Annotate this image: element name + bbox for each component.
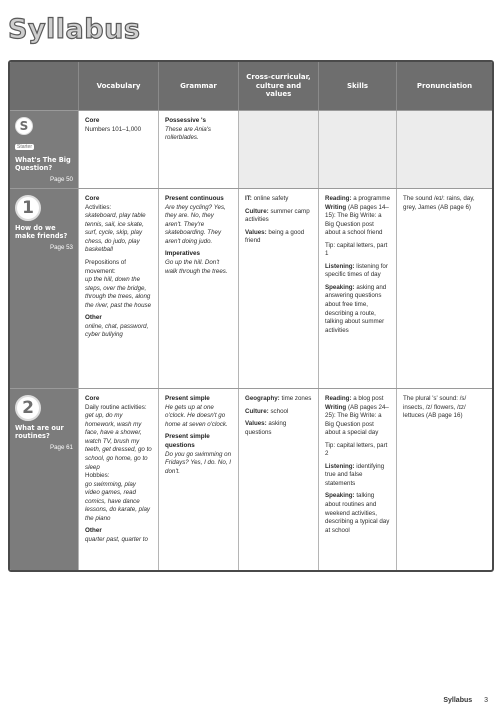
table-row-unit-2: [10, 388, 492, 572]
table-row-starter: [10, 110, 492, 188]
grammar-example: Go up the hill. Don't walk through the trees.: [165, 259, 228, 275]
table-header-row: [10, 62, 492, 110]
skills-item: Writing (AB pages 24–25): The Big Write: a Big Question post about a special day: [325, 403, 389, 437]
vocab-cell: [78, 111, 158, 188]
unit-label-2: [10, 389, 78, 572]
pronunciation-text: The sound /eɪ/: rains, day, grey, James (AB page 6): [403, 195, 475, 211]
vocab-other-label: Other: [85, 527, 102, 535]
unit-question: How do we make friends?: [15, 224, 68, 240]
unit-question: What are our routines?: [15, 424, 64, 440]
cross-curricular-cell: [238, 389, 318, 572]
cross-item: Culture: school: [245, 407, 289, 415]
skills-item: Writing (AB pages 14–15): The Big Write: a Big Question post about a school friend: [325, 203, 389, 237]
cross-item: Geography: time zones: [245, 395, 312, 402]
unit-page: Page 61: [49, 443, 73, 451]
skills-tip: Tip: capital letters, part 1: [325, 241, 388, 258]
skills-cell: [318, 189, 396, 388]
cross-item: IT: online safety: [245, 195, 289, 202]
cross-curricular-cell: [238, 189, 318, 388]
grammar-cell: [158, 111, 238, 188]
grammar-example: These are Ania's rollerblades.: [165, 125, 212, 142]
unit-question: What's The Big Question?: [15, 156, 71, 172]
vocab-core-words: get up, do my homework, wash my face, have a shower, watch TV, brush my teeth, get dressed, go to school, go home, go to sleep: [85, 412, 152, 471]
grammar-label: Present continuous: [165, 195, 224, 202]
cross-cell-empty: [238, 111, 318, 188]
unit-page: Page 53: [49, 243, 73, 251]
skills-cell-empty: [318, 111, 396, 188]
starter-badge: S: [15, 117, 33, 135]
cross-item: Values: being a good friend: [245, 228, 305, 245]
footer-page-number: 3: [484, 697, 488, 704]
unit-page: Page 50: [49, 175, 73, 183]
vocab-prep-words: up the hill, down the steps, over the bridge, through the trees, along the river, past the house: [85, 276, 152, 309]
grammar-example: Are they cycling? Yes, they are. No, they aren't. They're skateboarding. They aren't doing judo.: [165, 203, 226, 245]
vocab-core-heading: Activities:: [85, 203, 112, 211]
page-footer: [443, 697, 488, 704]
grammar-cell: [158, 189, 238, 388]
pronunciation-cell: [396, 189, 492, 388]
grammar-example: He gets up at one o'clock. He doesn't go home at seven o'clock.: [165, 403, 228, 428]
vocab-core-text: Numbers 101–1,000: [85, 125, 142, 133]
grammar-example: Do you go swimming on Fridays? Yes, I do. No, I don't.: [165, 450, 232, 475]
skills-item: Speaking: asking and answering questions about free time, describing a route, talking about summer activities: [325, 283, 387, 334]
unit-number-badge: 2: [15, 395, 41, 421]
grammar-label: Imperatives: [165, 250, 201, 258]
footer-label: Syllabus: [443, 697, 473, 704]
vocab-hobbies-label: Hobbies:: [85, 472, 110, 480]
header-grammar: Grammar: [158, 62, 238, 110]
header-vocabulary: Vocabulary: [78, 62, 158, 110]
grammar-label: Possessive 's: [165, 117, 207, 124]
grammar-label: Present simple questions: [165, 433, 210, 450]
vocab-other-words: quarter past, quarter to: [85, 536, 148, 544]
pronunciation-cell-empty: [396, 111, 492, 188]
page-title: Syllabus: [8, 14, 141, 45]
pronunciation-cell: [396, 389, 492, 572]
skills-item: Listening: identifying true and false statements: [325, 462, 385, 487]
skills-cell: [318, 389, 396, 572]
skills-item: Reading: a programme: [325, 195, 391, 202]
grammar-cell: [158, 389, 238, 572]
table-row-unit-1: [10, 188, 492, 388]
skills-tip: Tip: capital letters, part 2: [325, 441, 388, 458]
unit-label-1: [10, 189, 78, 388]
vocab-hobbies-words: go swimming, play video games, read comics, have dance lessons, do karate, play the piano: [85, 480, 151, 522]
vocab-cell: [78, 389, 158, 572]
unit-number-badge: 1: [15, 195, 41, 221]
vocab-core-label: Core: [85, 117, 100, 124]
skills-item: Speaking: talking about routines and weekend activities, describing a typical day at school: [325, 492, 390, 534]
header-pronunciation: Pronunciation: [396, 62, 492, 110]
vocab-prep-label: Prepositions of movement:: [85, 258, 126, 275]
vocab-core-heading: Daily routine activities:: [85, 403, 147, 411]
skills-item: Reading: a blog post: [325, 395, 384, 402]
grammar-label: Present simple: [165, 395, 210, 402]
header-skills: Skills: [318, 62, 396, 110]
starter-tag: Starter: [17, 144, 33, 150]
cross-item: Values: asking questions: [245, 420, 287, 436]
skills-item: Listening: listening for specific times of day: [325, 262, 388, 279]
pronunciation-text: The plural 's' sound: /s/ insects, /z/ flowers, /ɪz/ lettuces (AB page 16): [403, 395, 467, 420]
unit-label-starter: [10, 111, 78, 188]
header-blank: [10, 62, 78, 110]
syllabus-table: [8, 60, 494, 572]
vocab-other-words: online, chat, password, cyber bullying: [85, 322, 149, 339]
vocab-other-label: Other: [85, 314, 102, 322]
cross-item: Culture: summer camp activities: [245, 207, 310, 224]
vocab-core-words: skateboard, play table tennis, sail, ice skate, surf, cycle, skip, play chess, do judo, play basketball: [85, 212, 146, 254]
vocab-cell: [78, 189, 158, 388]
vocab-core-label: Core: [85, 395, 100, 402]
header-cross-curricular: Cross-curricular, culture and values: [238, 62, 318, 110]
vocab-core-label: Core: [85, 195, 100, 202]
